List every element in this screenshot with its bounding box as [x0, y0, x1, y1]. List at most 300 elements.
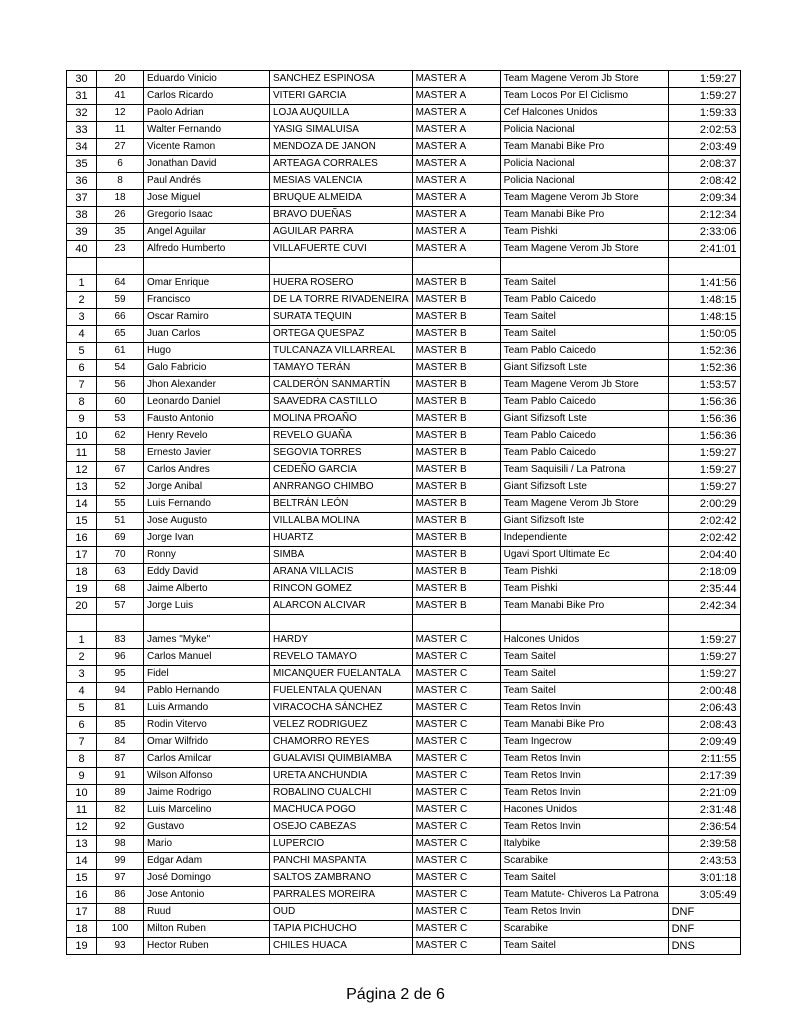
last-name-cell: FUELENTALA QUENAN: [270, 683, 413, 700]
time-cell: 1:56:36: [668, 411, 740, 428]
team-cell: Team Pishki: [500, 581, 668, 598]
position-cell: 15: [67, 513, 97, 530]
first-name-cell: Oscar Ramiro: [144, 309, 270, 326]
team-cell: Team Retos Invin: [500, 819, 668, 836]
position-cell: 19: [67, 938, 97, 955]
time-cell: 1:59:27: [668, 632, 740, 649]
last-name-cell: TAMAYO TERÁN: [270, 360, 413, 377]
bib-cell: 82: [97, 802, 144, 819]
table-row: [67, 462, 741, 479]
time-cell: 2:02:53: [668, 122, 740, 139]
first-name-cell: Omar Enrique: [144, 275, 270, 292]
last-name-cell: ORTEGA QUESPAZ: [270, 326, 413, 343]
position-cell: 32: [67, 105, 97, 122]
position-cell: 14: [67, 496, 97, 513]
time-cell: 2:02:42: [668, 513, 740, 530]
table-row: [67, 598, 741, 615]
table-row: [67, 802, 741, 819]
time-cell: 2:41:01: [668, 241, 740, 258]
empty-cell: [67, 615, 97, 632]
table-row: [67, 904, 741, 921]
position-cell: 4: [67, 683, 97, 700]
category-cell: MASTER B: [412, 275, 500, 292]
empty-cell: [500, 615, 668, 632]
category-cell: MASTER A: [412, 122, 500, 139]
table-row: [67, 445, 741, 462]
bib-cell: 62: [97, 428, 144, 445]
first-name-cell: Leonardo Daniel: [144, 394, 270, 411]
first-name-cell: Jose Miguel: [144, 190, 270, 207]
first-name-cell: Carlos Andres: [144, 462, 270, 479]
position-cell: 17: [67, 547, 97, 564]
category-cell: MASTER A: [412, 88, 500, 105]
empty-cell: [270, 615, 413, 632]
empty-cell: [412, 615, 500, 632]
team-cell: Team Manabi Bike Pro: [500, 598, 668, 615]
first-name-cell: Jaime Alberto: [144, 581, 270, 598]
first-name-cell: Luis Fernando: [144, 496, 270, 513]
last-name-cell: LOJA AUQUILLA: [270, 105, 413, 122]
category-cell: MASTER C: [412, 887, 500, 904]
category-cell: MASTER B: [412, 445, 500, 462]
time-cell: 1:59:27: [668, 649, 740, 666]
team-cell: Team Saitel: [500, 275, 668, 292]
team-cell: Team Retos Invin: [500, 768, 668, 785]
team-cell: Hacones Unidos: [500, 802, 668, 819]
category-cell: MASTER C: [412, 768, 500, 785]
team-cell: Team Pishki: [500, 224, 668, 241]
bib-cell: 54: [97, 360, 144, 377]
category-cell: MASTER A: [412, 190, 500, 207]
last-name-cell: REVELO TAMAYO: [270, 649, 413, 666]
bib-cell: 96: [97, 649, 144, 666]
first-name-cell: Jorge Luis: [144, 598, 270, 615]
table-row: [67, 853, 741, 870]
position-cell: 8: [67, 751, 97, 768]
time-cell: 1:59:27: [668, 479, 740, 496]
team-cell: Team Magene Verom Jb Store: [500, 241, 668, 258]
team-cell: Team Matute- Chiveros La Patrona: [500, 887, 668, 904]
position-cell: 19: [67, 581, 97, 598]
position-cell: 17: [67, 904, 97, 921]
position-cell: 9: [67, 768, 97, 785]
position-cell: 3: [67, 666, 97, 683]
first-name-cell: Jose Antonio: [144, 887, 270, 904]
first-name-cell: Fidel: [144, 666, 270, 683]
table-row: [67, 581, 741, 598]
table-row: [67, 343, 741, 360]
category-cell: MASTER C: [412, 785, 500, 802]
first-name-cell: Francisco: [144, 292, 270, 309]
bib-cell: 27: [97, 139, 144, 156]
table-row: [67, 326, 741, 343]
time-cell: 1:53:57: [668, 377, 740, 394]
bib-cell: 63: [97, 564, 144, 581]
bib-cell: 55: [97, 496, 144, 513]
team-cell: Team Saitel: [500, 666, 668, 683]
time-cell: 1:59:33: [668, 105, 740, 122]
position-cell: 6: [67, 717, 97, 734]
first-name-cell: Hector Ruben: [144, 938, 270, 955]
last-name-cell: TAPIA PICHUCHO: [270, 921, 413, 938]
team-cell: Team Saitel: [500, 938, 668, 955]
bib-cell: 66: [97, 309, 144, 326]
category-cell: MASTER C: [412, 802, 500, 819]
category-cell: MASTER B: [412, 394, 500, 411]
time-cell: 3:01:18: [668, 870, 740, 887]
position-cell: 1: [67, 275, 97, 292]
time-cell: 1:59:27: [668, 71, 740, 88]
table-row: [67, 921, 741, 938]
last-name-cell: DE LA TORRE RIVADENEIRA: [270, 292, 413, 309]
last-name-cell: SURATA TEQUIN: [270, 309, 413, 326]
table-row: [67, 394, 741, 411]
first-name-cell: Paul Andrés: [144, 173, 270, 190]
category-cell: MASTER C: [412, 632, 500, 649]
team-cell: Giant Sifizsoft Lste: [500, 479, 668, 496]
time-cell: 1:52:36: [668, 343, 740, 360]
last-name-cell: VILLAFUERTE CUVI: [270, 241, 413, 258]
last-name-cell: ALARCON ALCIVAR: [270, 598, 413, 615]
empty-cell: [668, 258, 740, 275]
team-cell: Giant Sifizsoft Iste: [500, 513, 668, 530]
bib-cell: 6: [97, 156, 144, 173]
category-cell: MASTER B: [412, 530, 500, 547]
empty-cell: [144, 615, 270, 632]
team-cell: Team Magene Verom Jb Store: [500, 377, 668, 394]
category-cell: MASTER C: [412, 921, 500, 938]
category-cell: MASTER B: [412, 581, 500, 598]
category-cell: MASTER C: [412, 870, 500, 887]
table-row: [67, 105, 741, 122]
position-cell: 10: [67, 785, 97, 802]
position-cell: 5: [67, 343, 97, 360]
team-cell: Team Locos Por El Ciclismo: [500, 88, 668, 105]
position-cell: 1: [67, 632, 97, 649]
bib-cell: 88: [97, 904, 144, 921]
position-cell: 37: [67, 190, 97, 207]
category-cell: MASTER B: [412, 411, 500, 428]
results-table: [66, 70, 741, 955]
team-cell: Giant Sifizsoft Lste: [500, 360, 668, 377]
bib-cell: 98: [97, 836, 144, 853]
table-row: [67, 632, 741, 649]
team-cell: Team Pablo Caicedo: [500, 292, 668, 309]
bib-cell: 26: [97, 207, 144, 224]
last-name-cell: BRAVO DUEÑAS: [270, 207, 413, 224]
time-cell: DNS: [668, 938, 740, 955]
position-cell: 10: [67, 428, 97, 445]
empty-cell: [500, 258, 668, 275]
last-name-cell: HUERA ROSERO: [270, 275, 413, 292]
position-cell: 31: [67, 88, 97, 105]
bib-cell: 83: [97, 632, 144, 649]
category-cell: MASTER B: [412, 309, 500, 326]
category-cell: MASTER C: [412, 649, 500, 666]
first-name-cell: Gregorio Isaac: [144, 207, 270, 224]
time-cell: 2:08:43: [668, 717, 740, 734]
table-row: [67, 190, 741, 207]
last-name-cell: MICANQUER FUELANTALA: [270, 666, 413, 683]
last-name-cell: SAAVEDRA CASTILLO: [270, 394, 413, 411]
empty-cell: [668, 615, 740, 632]
table-row: [67, 173, 741, 190]
first-name-cell: Ronny: [144, 547, 270, 564]
last-name-cell: RINCON GOMEZ: [270, 581, 413, 598]
team-cell: Team Pishki: [500, 564, 668, 581]
team-cell: Team Retos Invin: [500, 751, 668, 768]
position-cell: 7: [67, 734, 97, 751]
first-name-cell: Walter Fernando: [144, 122, 270, 139]
first-name-cell: Luis Marcelino: [144, 802, 270, 819]
bib-cell: 64: [97, 275, 144, 292]
category-cell: MASTER C: [412, 819, 500, 836]
position-cell: 3: [67, 309, 97, 326]
table-row: [67, 496, 741, 513]
first-name-cell: Wilson Alfonso: [144, 768, 270, 785]
time-cell: 2:00:29: [668, 496, 740, 513]
time-cell: 2:09:49: [668, 734, 740, 751]
team-cell: Team Saitel: [500, 326, 668, 343]
category-cell: MASTER B: [412, 564, 500, 581]
category-cell: MASTER C: [412, 734, 500, 751]
bib-cell: 56: [97, 377, 144, 394]
first-name-cell: Milton Ruben: [144, 921, 270, 938]
first-name-cell: Jorge Ivan: [144, 530, 270, 547]
time-cell: 1:52:36: [668, 360, 740, 377]
last-name-cell: ARANA VILLACIS: [270, 564, 413, 581]
category-cell: MASTER A: [412, 241, 500, 258]
table-row: [67, 785, 741, 802]
time-cell: 1:59:27: [668, 666, 740, 683]
last-name-cell: CALDERÓN SANMARTÍN: [270, 377, 413, 394]
team-cell: Team Magene Verom Jb Store: [500, 496, 668, 513]
bib-cell: 84: [97, 734, 144, 751]
first-name-cell: Hugo: [144, 343, 270, 360]
category-cell: MASTER A: [412, 173, 500, 190]
time-cell: 2:43:53: [668, 853, 740, 870]
team-cell: Ugavi Sport Ultimate Ec: [500, 547, 668, 564]
position-cell: 13: [67, 479, 97, 496]
table-row: [67, 428, 741, 445]
first-name-cell: Alfredo Humberto: [144, 241, 270, 258]
first-name-cell: Mario: [144, 836, 270, 853]
last-name-cell: PARRALES MOREIRA: [270, 887, 413, 904]
time-cell: 1:56:36: [668, 428, 740, 445]
bib-cell: 53: [97, 411, 144, 428]
last-name-cell: CHILES HUACA: [270, 938, 413, 955]
first-name-cell: Henry Revelo: [144, 428, 270, 445]
bib-cell: 89: [97, 785, 144, 802]
bib-cell: 92: [97, 819, 144, 836]
category-cell: MASTER C: [412, 717, 500, 734]
last-name-cell: VITERI GARCIA: [270, 88, 413, 105]
bib-cell: 68: [97, 581, 144, 598]
empty-cell: [97, 615, 144, 632]
first-name-cell: Jorge Anibal: [144, 479, 270, 496]
table-row: [67, 734, 741, 751]
category-cell: MASTER A: [412, 139, 500, 156]
position-cell: 36: [67, 173, 97, 190]
table-row: [67, 649, 741, 666]
team-cell: Team Manabi Bike Pro: [500, 717, 668, 734]
category-cell: MASTER B: [412, 292, 500, 309]
table-row: [67, 666, 741, 683]
first-name-cell: Carlos Manuel: [144, 649, 270, 666]
first-name-cell: Jonathan David: [144, 156, 270, 173]
time-cell: 2:06:43: [668, 700, 740, 717]
first-name-cell: Juan Carlos: [144, 326, 270, 343]
bib-cell: 85: [97, 717, 144, 734]
empty-cell: [144, 258, 270, 275]
bib-cell: 86: [97, 887, 144, 904]
position-cell: 2: [67, 649, 97, 666]
team-cell: Policia Nacional: [500, 122, 668, 139]
last-name-cell: HUARTZ: [270, 530, 413, 547]
table-row: [67, 292, 741, 309]
first-name-cell: Ruud: [144, 904, 270, 921]
last-name-cell: SIMBA: [270, 547, 413, 564]
table-row: [67, 887, 741, 904]
category-cell: MASTER B: [412, 428, 500, 445]
category-cell: MASTER A: [412, 224, 500, 241]
table-row: [67, 938, 741, 955]
table-row: [67, 411, 741, 428]
last-name-cell: VIRACOCHA SÁNCHEZ: [270, 700, 413, 717]
category-cell: MASTER C: [412, 751, 500, 768]
bib-cell: 69: [97, 530, 144, 547]
time-cell: 2:21:09: [668, 785, 740, 802]
bib-cell: 65: [97, 326, 144, 343]
team-cell: Team Saitel: [500, 309, 668, 326]
team-cell: Team Saitel: [500, 683, 668, 700]
category-cell: MASTER B: [412, 343, 500, 360]
position-cell: 16: [67, 887, 97, 904]
position-cell: 7: [67, 377, 97, 394]
last-name-cell: VILLALBA MOLINA: [270, 513, 413, 530]
time-cell: 1:48:15: [668, 309, 740, 326]
bib-cell: 87: [97, 751, 144, 768]
table-row: [67, 717, 741, 734]
position-cell: 18: [67, 564, 97, 581]
team-cell: Team Magene Verom Jb Store: [500, 190, 668, 207]
team-cell: Team Pablo Caicedo: [500, 445, 668, 462]
position-cell: 30: [67, 71, 97, 88]
page-number: Página 2 de 6: [346, 986, 445, 1003]
last-name-cell: ANRRANGO CHIMBO: [270, 479, 413, 496]
position-cell: 33: [67, 122, 97, 139]
position-cell: 11: [67, 445, 97, 462]
time-cell: 2:03:49: [668, 139, 740, 156]
bib-cell: 60: [97, 394, 144, 411]
team-cell: Team Retos Invin: [500, 700, 668, 717]
time-cell: 1:48:15: [668, 292, 740, 309]
time-cell: 2:18:09: [668, 564, 740, 581]
table-row: [67, 819, 741, 836]
table-row: [67, 700, 741, 717]
table-row: [67, 683, 741, 700]
team-cell: Scarabike: [500, 853, 668, 870]
first-name-cell: Gustavo: [144, 819, 270, 836]
last-name-cell: SANCHEZ ESPINOSA: [270, 71, 413, 88]
table-row: [67, 530, 741, 547]
empty-cell: [67, 258, 97, 275]
table-row: [67, 224, 741, 241]
position-cell: 35: [67, 156, 97, 173]
last-name-cell: OUD: [270, 904, 413, 921]
table-row: [67, 275, 741, 292]
team-cell: Giant Sifizsoft Lste: [500, 411, 668, 428]
first-name-cell: Fausto Antonio: [144, 411, 270, 428]
bib-cell: 35: [97, 224, 144, 241]
position-cell: 2: [67, 292, 97, 309]
table-row: [67, 870, 741, 887]
time-cell: 2:39:58: [668, 836, 740, 853]
position-cell: 14: [67, 853, 97, 870]
team-cell: Team Saitel: [500, 649, 668, 666]
team-cell: Halcones Unidos: [500, 632, 668, 649]
last-name-cell: BRUQUE ALMEIDA: [270, 190, 413, 207]
team-cell: Team Retos Invin: [500, 785, 668, 802]
category-cell: MASTER C: [412, 904, 500, 921]
team-cell: Team Pablo Caicedo: [500, 394, 668, 411]
last-name-cell: YASIG SIMALUISA: [270, 122, 413, 139]
last-name-cell: ARTEAGA CORRALES: [270, 156, 413, 173]
last-name-cell: SALTOS ZAMBRANO: [270, 870, 413, 887]
table-row: [67, 836, 741, 853]
bib-cell: 51: [97, 513, 144, 530]
first-name-cell: Galo Fabricio: [144, 360, 270, 377]
category-cell: MASTER B: [412, 326, 500, 343]
last-name-cell: MENDOZA DE JANON: [270, 139, 413, 156]
bib-cell: 94: [97, 683, 144, 700]
position-cell: 18: [67, 921, 97, 938]
bib-cell: 11: [97, 122, 144, 139]
category-cell: MASTER B: [412, 598, 500, 615]
position-cell: 13: [67, 836, 97, 853]
first-name-cell: Edgar Adam: [144, 853, 270, 870]
first-name-cell: James "Myke": [144, 632, 270, 649]
position-cell: 4: [67, 326, 97, 343]
team-cell: Scarabike: [500, 921, 668, 938]
position-cell: 20: [67, 598, 97, 615]
table-row: [67, 71, 741, 88]
table-row: [67, 139, 741, 156]
empty-cell: [412, 258, 500, 275]
table-row: [67, 768, 741, 785]
first-name-cell: Eduardo Vinicio: [144, 71, 270, 88]
team-cell: Team Saquisili / La Patrona: [500, 462, 668, 479]
bib-cell: 67: [97, 462, 144, 479]
team-cell: Policia Nacional: [500, 156, 668, 173]
position-cell: 39: [67, 224, 97, 241]
time-cell: 2:33:06: [668, 224, 740, 241]
first-name-cell: Rodin Vitervo: [144, 717, 270, 734]
last-name-cell: MACHUCA POGO: [270, 802, 413, 819]
first-name-cell: Carlos Amilcar: [144, 751, 270, 768]
bib-cell: 100: [97, 921, 144, 938]
table-row: [67, 207, 741, 224]
first-name-cell: Omar Wilfrido: [144, 734, 270, 751]
position-cell: 16: [67, 530, 97, 547]
position-cell: 15: [67, 870, 97, 887]
bib-cell: 95: [97, 666, 144, 683]
team-cell: Team Saitel: [500, 870, 668, 887]
first-name-cell: Luis Armando: [144, 700, 270, 717]
category-cell: MASTER C: [412, 853, 500, 870]
time-cell: 2:02:42: [668, 530, 740, 547]
team-cell: Italybike: [500, 836, 668, 853]
